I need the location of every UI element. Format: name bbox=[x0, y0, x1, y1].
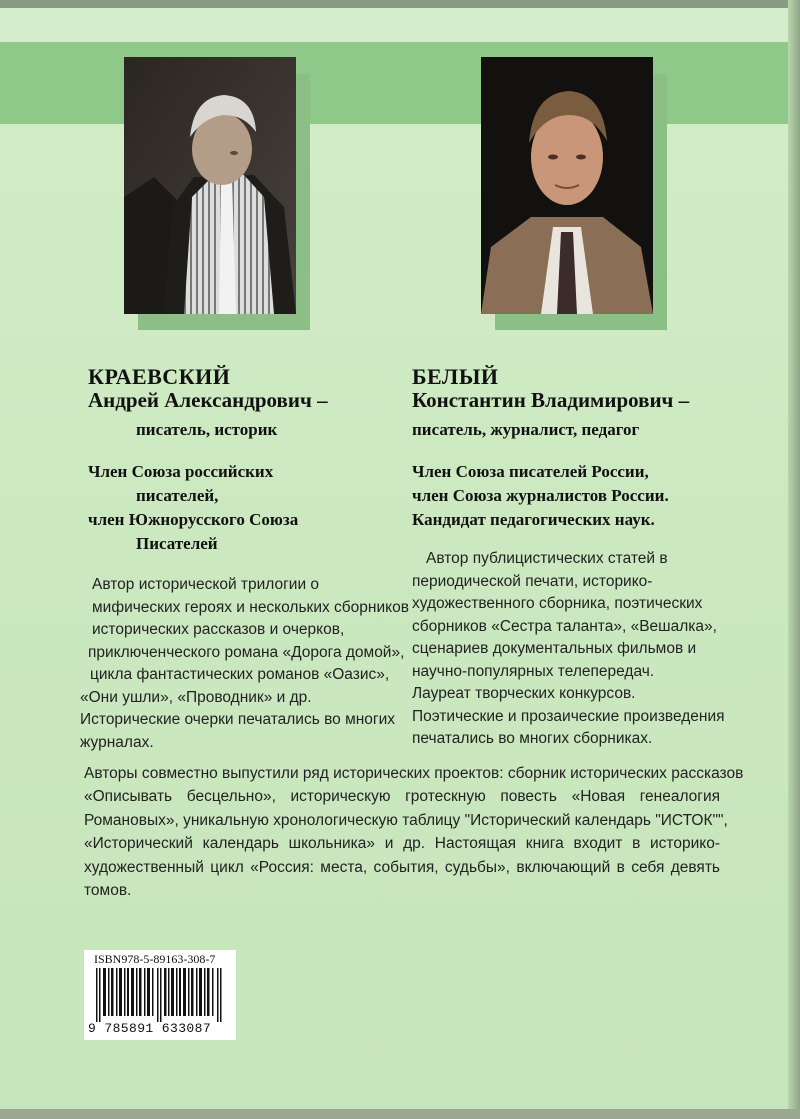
right-author-membership-1: Член Союза писателей России, bbox=[412, 462, 649, 481]
right-bio-line: печатались во многих сборниках. bbox=[412, 730, 653, 747]
right-bio-line: Автор публицистических статей в bbox=[426, 550, 668, 567]
joint-text-line: «Исторический календарь школьника» и др. Настоящая книга входит в историко- bbox=[84, 835, 720, 853]
right-author-bio bbox=[412, 548, 725, 751]
isbn-barcode bbox=[84, 950, 236, 1040]
joint-text-line: «Описывать бесцельно», историческую гротескную повесть «Новая генеалогия bbox=[84, 788, 720, 806]
left-author-bio bbox=[80, 574, 409, 754]
right-author-fullname: Константин Владимирович – bbox=[412, 388, 690, 412]
left-bio-line: Исторические очерки печатались во многих bbox=[80, 711, 395, 728]
green-header-band bbox=[0, 42, 788, 124]
barcode-digits: 9 785891 633087 bbox=[88, 1021, 212, 1036]
portrait-bely-image bbox=[481, 57, 653, 314]
left-author-membership-3: член Южнорусского Союза bbox=[88, 510, 299, 529]
joint-text-line: художественный цикл «Россия: места, события, судьбы», включающий в себя девять bbox=[84, 858, 720, 876]
left-author-membership-1: Член Союза российских bbox=[88, 462, 274, 481]
left-author-membership-2: писателей, bbox=[136, 486, 219, 505]
right-bio-line: периодической печати, историко- bbox=[412, 572, 653, 590]
right-bio-line: Поэтические и прозаические произведения bbox=[412, 707, 725, 725]
left-bio-line: Автор исторической трилогии о bbox=[92, 576, 320, 593]
joint-text-line: томов. bbox=[84, 882, 132, 900]
right-bio-line: сборников «Сестра таланта», «Вешалка», bbox=[412, 617, 717, 635]
joint-text-line: Авторы совместно выпустили ряд исторических проектов: сборник исторических рассказов bbox=[84, 765, 744, 782]
left-bio-line: исторических рассказов и очерков, bbox=[92, 621, 345, 638]
right-author-membership-3: Кандидат педагогических наук. bbox=[412, 510, 655, 529]
isbn-number: ISBN978-5-89163-308-7 bbox=[94, 952, 216, 966]
right-bio-line: художественного сборника, поэтических bbox=[412, 595, 703, 612]
left-bio-line: цикла фантастических романов «Оазис», bbox=[90, 666, 390, 683]
left-author-profession: писатель, историк bbox=[136, 420, 278, 439]
joint-text-line: Романовых», уникальную хронологическую таблицу "Исторический календарь "ИСТОК"", bbox=[84, 811, 728, 829]
joint-projects-paragraph bbox=[84, 762, 744, 902]
cover-bottom-edge bbox=[0, 1109, 800, 1119]
right-bio-line: научно-популярных телепередач. bbox=[412, 662, 655, 680]
left-bio-line: мифических героях и нескольких сборников bbox=[92, 598, 409, 616]
right-author-profession: писатель, журналист, педагог bbox=[412, 420, 640, 439]
right-bio-line: Лауреат творческих конкурсов. bbox=[412, 685, 636, 702]
left-author-fullname: Андрей Александрович – bbox=[88, 388, 328, 412]
right-author-membership-2: член Союза журналистов России. bbox=[412, 486, 669, 505]
cover-top-edge bbox=[0, 0, 800, 8]
left-bio-line: приключенческого романа «Дорога домой», bbox=[88, 643, 405, 661]
left-author-photo bbox=[124, 57, 296, 314]
right-author-surname: БЕЛЫЙ bbox=[412, 364, 499, 389]
right-author-photo bbox=[481, 57, 653, 314]
left-author-membership-4: Писателей bbox=[136, 534, 218, 553]
left-bio-line: «Они ушли», «Проводник» и др. bbox=[80, 688, 312, 706]
left-author-surname: КРАЕВСКИЙ bbox=[88, 364, 231, 389]
cover-spine-edge bbox=[788, 0, 800, 1119]
right-bio-line: сценариев документальных фильмов и bbox=[412, 640, 697, 657]
barcode-bars-icon bbox=[96, 968, 226, 1022]
portrait-kraevsky-image bbox=[124, 57, 296, 314]
left-bio-line: журналах. bbox=[80, 733, 154, 751]
